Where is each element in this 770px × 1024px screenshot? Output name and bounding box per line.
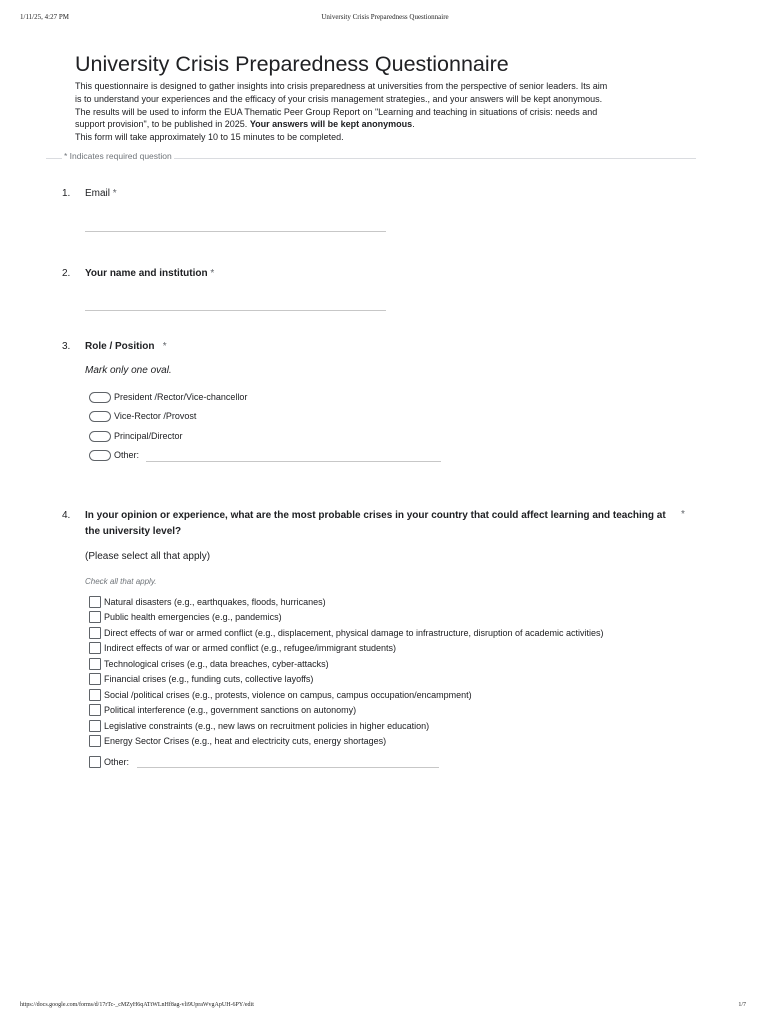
- intro-line: The results will be used to inform the EUA Thematic Peer Group Report on "Learning and teaching in situations of crisis: needs and: [75, 106, 598, 117]
- intro-line: This questionnaire is designed to gather insights into crisis preparedness at universities from the perspective of senior leaders. Its aim: [75, 81, 608, 91]
- option-label: Natural disasters (e.g., earthquakes, floods, hurricanes): [104, 597, 326, 607]
- crisis-option[interactable]: [89, 689, 472, 701]
- crisis-option[interactable]: [89, 596, 326, 608]
- print-datetime: 1/11/25, 4:27 PM: [20, 13, 69, 21]
- option-label: Principal/Director: [114, 431, 183, 441]
- option-label: President /Rector/Vice-chancellor: [114, 392, 248, 402]
- q2-title: [85, 268, 214, 279]
- q3-help: Mark only one oval.: [85, 365, 172, 376]
- option-label: Social /political crises (e.g., protests, violence on campus, campus occupation/encampment): [104, 690, 472, 700]
- name-institution-field[interactable]: [85, 310, 386, 311]
- q4-subtitle: (Please select all that apply): [85, 551, 211, 562]
- crisis-option[interactable]: [89, 658, 329, 670]
- anonymity-note: Your answers will be kept anonymous: [249, 119, 413, 130]
- option-label: Energy Sector Crises (e.g., heat and electricity cuts, energy shortages): [104, 736, 387, 746]
- checkbox[interactable]: [89, 673, 101, 685]
- role-option-principal[interactable]: [89, 430, 183, 442]
- option-label: Technological crises (e.g., data breaches, cyber-attacks): [104, 659, 329, 669]
- option-label: Direct effects of war or armed conflict (e.g., displacement, physical damage to infrastructure, disruption of academic activities): [104, 628, 604, 638]
- form-title: University Crisis Preparedness Questionnaire: [75, 52, 509, 76]
- crisis-option[interactable]: [89, 735, 386, 747]
- crisis-option[interactable]: [89, 704, 356, 716]
- crisis-option[interactable]: [89, 720, 429, 732]
- checkbox[interactable]: [89, 658, 101, 670]
- email-field[interactable]: [85, 231, 386, 232]
- q2-required-mark: *: [210, 268, 215, 279]
- radio-oval[interactable]: [89, 411, 111, 422]
- option-label: Vice-Rector /Provost: [114, 411, 197, 421]
- q1-required-mark: *: [112, 188, 117, 199]
- crisis-other-field[interactable]: [137, 767, 439, 768]
- intro-line: [75, 118, 675, 131]
- option-label: Other:: [114, 450, 140, 460]
- intro-line4-end: .: [412, 119, 415, 130]
- intro-line: is to understand your experiences and the efficacy of your crisis management strategies., and your answers will be kept anonymous.: [75, 93, 603, 104]
- checkbox[interactable]: [89, 720, 101, 732]
- crisis-option[interactable]: [89, 642, 396, 654]
- crisis-option-other[interactable]: [89, 756, 129, 768]
- radio-oval[interactable]: [89, 450, 111, 461]
- checkbox[interactable]: [89, 704, 101, 716]
- print-header: [0, 13, 770, 23]
- q1-number: 1.: [62, 188, 71, 199]
- q3-title-text: Role / Position: [85, 341, 155, 352]
- intro-line: This form will take approximately 10 to 15 minutes to be completed.: [75, 132, 344, 143]
- option-label: Political interference (e.g., government sanctions on autonomy): [104, 705, 357, 715]
- q2-title-text: Your name and institution: [85, 268, 208, 279]
- print-doc-title: University Crisis Preparedness Questionnaire: [321, 13, 449, 21]
- page-number: 1/7: [738, 1002, 746, 1008]
- checkbox[interactable]: [89, 627, 101, 639]
- crisis-option[interactable]: [89, 627, 604, 639]
- required-note: * Indicates required question: [64, 151, 172, 161]
- q4-title: In your opinion or experience, what are the most probable crises in your country that could affect learning and teaching at the university level?: [85, 510, 666, 537]
- role-option-president[interactable]: [89, 391, 247, 403]
- crisis-option[interactable]: [89, 611, 282, 623]
- intro-line4-text: support provision", to be published in 2025.: [75, 119, 250, 130]
- role-option-other[interactable]: [89, 449, 139, 461]
- q3-title: [85, 341, 167, 352]
- form-description: [75, 80, 675, 144]
- q4-number: 4.: [62, 510, 71, 521]
- radio-oval[interactable]: [89, 392, 111, 403]
- q1-title: [85, 188, 117, 199]
- print-footer: [0, 1002, 770, 1012]
- q2-number: 2.: [62, 268, 71, 279]
- checkbox[interactable]: [89, 611, 101, 623]
- q4-required-mark: *: [681, 509, 685, 520]
- option-label: Other:: [104, 757, 130, 767]
- q1-title-text: Email: [85, 188, 111, 199]
- option-label: Financial crises (e.g., funding cuts, collective layoffs): [104, 674, 314, 684]
- checkbox[interactable]: [89, 735, 101, 747]
- q3-required-mark: *: [162, 341, 167, 352]
- checkbox[interactable]: [89, 689, 101, 701]
- checkbox[interactable]: [89, 642, 101, 654]
- print-url: https://docs.google.com/forms/d/17rTc-_cMZyH6qATtWLnHf8ag-vli9UpraWvgApUH-6PY/edit: [20, 1002, 254, 1008]
- option-label: Public health emergencies (e.g., pandemics): [104, 612, 282, 622]
- option-label: Indirect effects of war or armed conflict (e.g., refugee/immigrant students): [104, 643, 396, 653]
- q3-number: 3.: [62, 341, 71, 352]
- checkbox[interactable]: [89, 596, 101, 608]
- option-label: Legislative constraints (e.g., new laws on recruitment policies in higher education): [104, 721, 430, 731]
- role-option-vice-rector[interactable]: [89, 410, 196, 422]
- q4-help: Check all that apply.: [85, 577, 157, 586]
- radio-oval[interactable]: [89, 431, 111, 442]
- crisis-option[interactable]: [89, 673, 313, 685]
- checkbox[interactable]: [89, 756, 101, 768]
- required-note-row: [46, 151, 696, 163]
- role-other-field[interactable]: [146, 461, 441, 462]
